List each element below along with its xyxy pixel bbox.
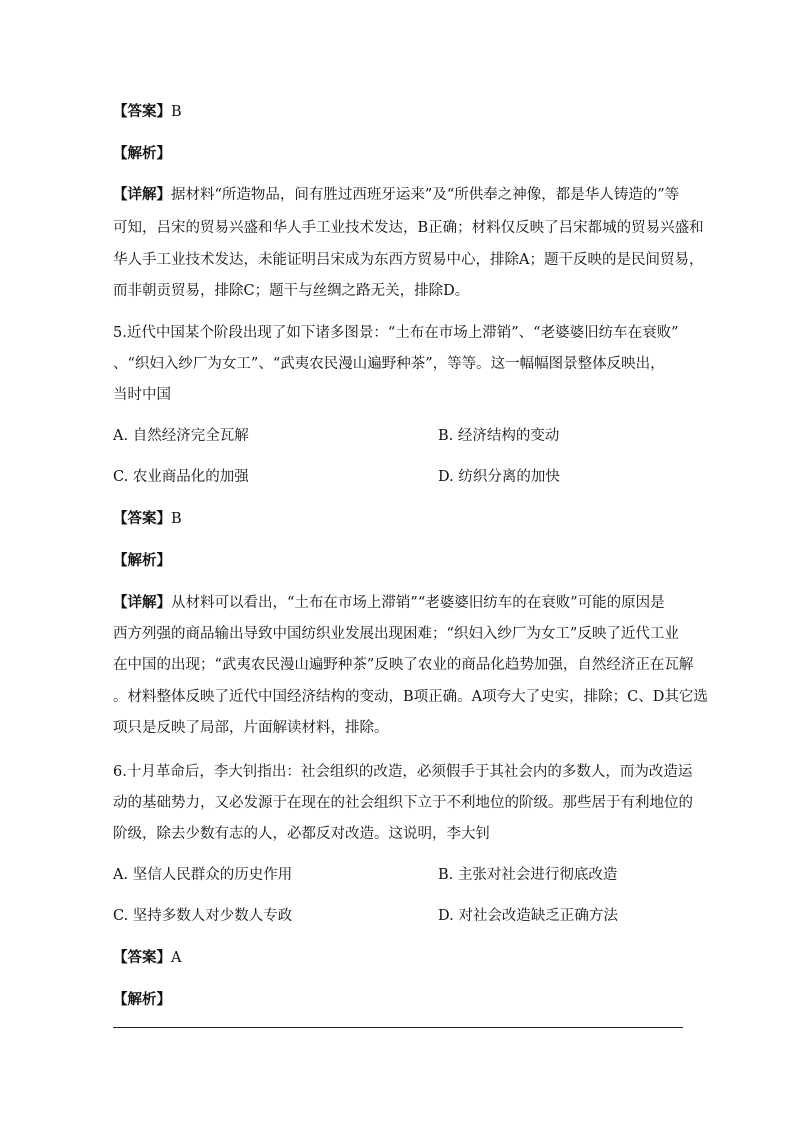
question-5-line: 、“织妇入纱厂为女工”、“武夷农民漫山遍野种茶”，等等。这一幅幅图景整体反映出， — [113, 356, 665, 372]
answer-line — [113, 509, 688, 529]
q5-option-a: A. 自然经济完全瓦解 — [113, 428, 249, 444]
detail-label: 【详解】 — [113, 186, 171, 203]
q6-option-c: C. 坚持多数人对少数人专政 — [113, 908, 293, 924]
question-5-line: 当时中国 — [113, 387, 171, 403]
detail-line — [113, 185, 688, 205]
answer-line — [113, 948, 688, 968]
detail-line: 华人手工业技术发达，未能证明吕宋成为东西方贸易中心，排除A；题干反映的是民间贸易， — [113, 252, 704, 268]
answer-label: 【答案】 — [113, 949, 171, 966]
q5-option-b: B. 经济结构的变动 — [438, 428, 560, 444]
detail-line — [113, 593, 688, 613]
analysis-heading: 【解析】 — [113, 991, 171, 1008]
detail-label: 【详解】 — [113, 594, 171, 611]
analysis-heading: 【解析】 — [113, 552, 171, 569]
answer-label: 【答案】 — [113, 510, 171, 527]
analysis-heading: 【解析】 — [113, 145, 171, 162]
detail-line: 而非朝贡贸易，排除C；题干与丝绸之路无关，排除D。 — [113, 283, 470, 299]
answer-value: B — [171, 104, 182, 120]
detail-line: 。材料整体反映了近代中国经济结构的变动，B项正确。A项夸大了史实，排除；C、D其它选 — [113, 689, 708, 705]
question-5-line: 5.近代中国某个阶段出现了如下诸多图景：“土布在市场上滞销”、“老婆婆旧纺车在衰败” — [113, 325, 679, 341]
question-6-line: 动的基础势力，又必发源于在现在的社会组织下立于不利地位的阶级。那些居于有利地位的 — [113, 795, 693, 811]
footer-rule — [113, 1027, 683, 1028]
q6-option-b: B. 主张对社会进行彻底改造 — [438, 867, 618, 883]
answer-label: 【答案】 — [113, 103, 171, 120]
detail-line: 可知，吕宋的贸易兴盛和华人手工业技术发达，B正确；材料仅反映了吕宋都城的贸易兴盛和 — [113, 220, 704, 236]
answer-value: A — [171, 950, 182, 966]
question-6-line: 6.十月革命后，李大钊指出：社会组织的改造，必须假手于其社会内的多数人，而为改造运 — [113, 764, 693, 780]
q5-option-d: D. 纺织分离的加快 — [438, 469, 560, 485]
question-6-line: 阶级，除去少数有志的人，必都反对改造。这说明，李大钊 — [113, 826, 490, 842]
q6-option-d: D. 对社会改造缺乏正确方法 — [438, 908, 618, 924]
answer-value: B — [171, 511, 182, 527]
detail-line: 项只是反映了局部，片面解读材料，排除。 — [113, 720, 389, 736]
q6-option-a: A. 坚信人民群众的历史作用 — [113, 867, 293, 883]
answer-line — [113, 102, 688, 122]
detail-text: 据材料“所造物品，间有胜过西班牙运来”及“所供奉之神像，都是华人铸造的”等 — [171, 187, 680, 203]
q5-option-c: C. 农业商品化的加强 — [113, 469, 249, 485]
detail-text: 从材料可以看出，“土布在市场上滞销”“老婆婆旧纺车的在衰败”可能的原因是 — [171, 595, 665, 611]
detail-line: 西方列强的商品输出导致中国纺织业发展出现困难；“织妇入纱厂为女工”反映了近代工业 — [113, 626, 679, 642]
detail-line: 在中国的出现；“武夷农民漫山遍野种茶”反映了农业的商品化趋势加强，自然经济正在瓦解 — [113, 657, 694, 673]
